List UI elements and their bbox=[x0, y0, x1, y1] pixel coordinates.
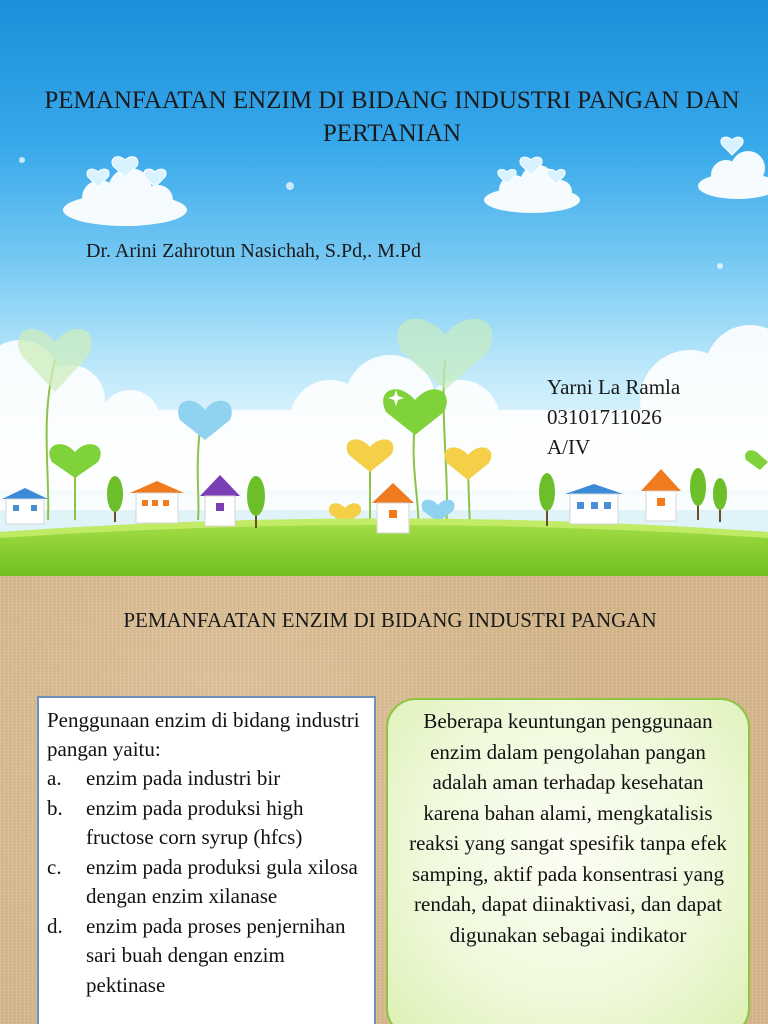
content-slide bbox=[0, 576, 768, 1024]
list-item-text: enzim pada proses penjernihan sari buah dengan enzim pektinase bbox=[86, 913, 346, 997]
list-item-text: enzim pada produksi high fructose corn syrup (hfcs) bbox=[86, 795, 304, 849]
list-marker: b. bbox=[47, 795, 63, 820]
list-item-text: enzim pada produksi gula xilosa dengan enzim xilanase bbox=[86, 854, 358, 908]
list-intro: Penggunaan enzim di bidang industri pangan yaitu: bbox=[47, 708, 360, 761]
benefits-box bbox=[386, 698, 750, 1024]
list-marker: a. bbox=[47, 766, 62, 790]
list-item bbox=[47, 912, 368, 1001]
slide-title: PEMANFAATAN ENZIM DI BIDANG INDUSTRI PANGAN bbox=[123, 608, 657, 632]
cloud-icon bbox=[698, 151, 768, 199]
slide-title: PEMANFAATAN ENZIM DI BIDANG INDUSTRI PANGAN DAN PERTANIAN bbox=[44, 87, 740, 147]
list-item-text: enzim pada industri bir bbox=[86, 766, 281, 790]
list-marker: d. bbox=[47, 913, 63, 938]
enzyme-use-list-box bbox=[37, 696, 376, 1024]
benefits-text: Beberapa keuntungan penggunaan enzim dalam pengolahan pangan adalah aman terhadap kesehatan karena bahan alami, mengkatalisis reaksi yang sangat spesifik tanpa efek samping, aktif pada konsentrasi yang rendah, dapat diinaktivasi, dan dapat digunakan sebagai indikator bbox=[409, 709, 727, 947]
list-marker: c. bbox=[47, 854, 62, 879]
enzyme-use-list bbox=[47, 764, 368, 1000]
student-info bbox=[547, 372, 680, 462]
student-name: Yarni La Ramla bbox=[547, 375, 681, 399]
list-item bbox=[47, 764, 368, 794]
list-item bbox=[47, 853, 368, 912]
student-id: 03101711026 bbox=[547, 405, 662, 429]
student-class: A/IV bbox=[547, 435, 591, 459]
author-name: Dr. Arini Zahrotun Nasichah, S.Pd,. M.Pd bbox=[86, 240, 421, 262]
list-item bbox=[47, 794, 368, 853]
